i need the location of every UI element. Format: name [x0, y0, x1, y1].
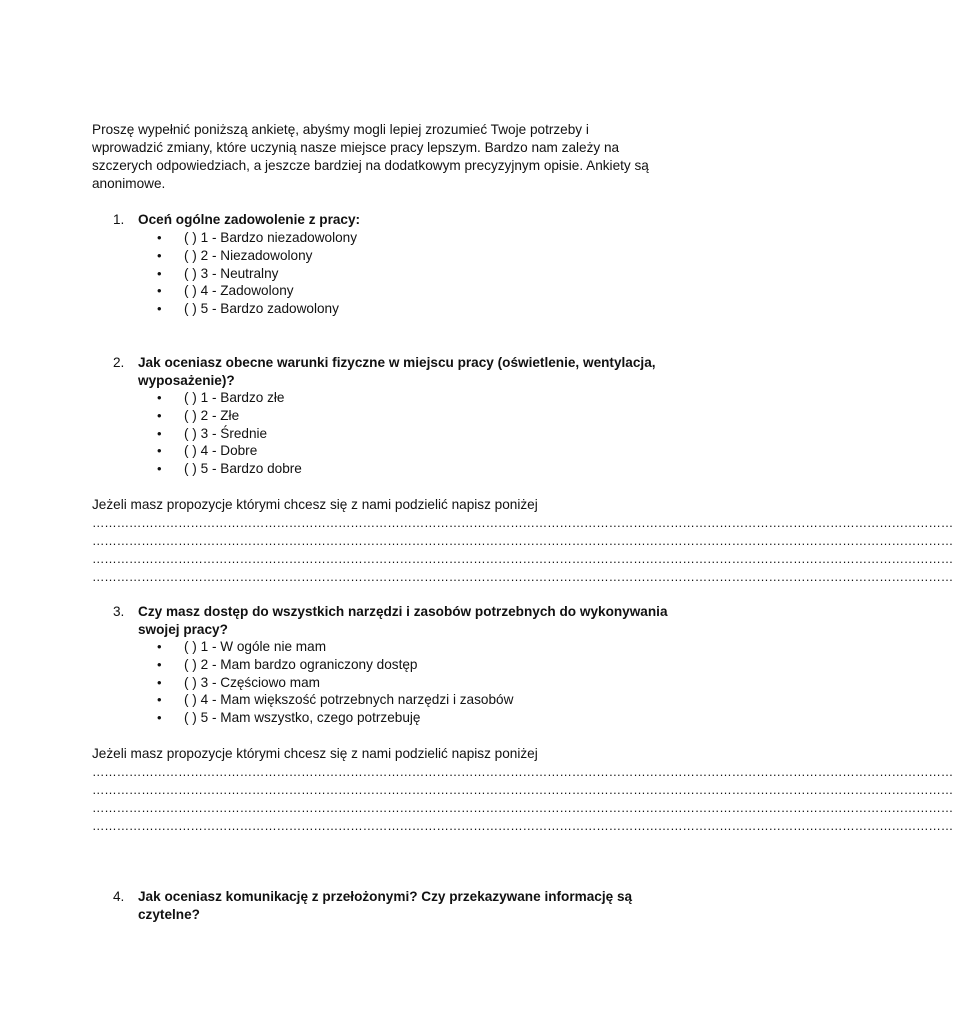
option-item[interactable]: [0, 674, 768, 692]
option-label: ( ) 3 - Częściowo mam: [184, 674, 320, 690]
answer-line[interactable]: …………………………………………………………………………………………………………………………………………………………………………………………: [92, 516, 953, 530]
option-item[interactable]: [0, 460, 768, 478]
bullet-icon: •: [157, 639, 162, 654]
option-label: ( ) 1 - Bardzo niezadowolony: [184, 230, 358, 245]
bullet-icon: •: [157, 247, 162, 263]
option-label: ( ) 4 - Mam większość potrzebnych narzędzi i zasobów: [184, 692, 514, 708]
question-number: 4.: [113, 889, 125, 904]
bullet-icon: •: [157, 301, 162, 317]
question-number: 1.: [113, 212, 125, 227]
question-text-continued: czytelne?: [138, 907, 200, 922]
question-1-options: [0, 229, 768, 318]
answer-line[interactable]: …………………………………………………………………………………………………………………………………………………………………………………………: [92, 819, 953, 833]
bullet-icon: •: [157, 461, 162, 477]
question-2-heading: [0, 354, 768, 390]
option-item[interactable]: [0, 709, 768, 727]
bullet-icon: •: [157, 283, 162, 299]
question-3-heading: [0, 603, 768, 639]
option-item[interactable]: [0, 247, 768, 265]
option-label: ( ) 4 - Dobre: [184, 443, 258, 459]
intro-paragraph: [92, 121, 692, 193]
question-1-heading: [0, 211, 768, 229]
bullet-icon: •: [157, 265, 162, 281]
question-text-continued: wyposażenie)?: [138, 373, 235, 388]
intro-line: Proszę wypełnić poniższą ankietę, abyśmy mogli lepiej zrozumieć Twoje potrzeby i: [92, 122, 589, 137]
option-item[interactable]: [0, 638, 768, 656]
option-label: ( ) 3 - Średnie: [184, 425, 268, 441]
option-item[interactable]: [0, 300, 768, 318]
bullet-icon: •: [157, 407, 162, 423]
intro-line: szczerych odpowiedziach, a jeszcze bardziej na dodatkowym precyzyjnym opisie. Ankiety są: [92, 158, 649, 173]
option-label: ( ) 2 - Złe: [184, 407, 240, 423]
question-number: 3.: [113, 604, 125, 619]
answer-line[interactable]: …………………………………………………………………………………………………………………………………………………………………………………………: [92, 783, 953, 797]
bullet-icon: •: [157, 390, 162, 405]
bullet-icon: •: [157, 425, 162, 441]
option-label: ( ) 1 - Bardzo złe: [184, 390, 285, 405]
answer-line[interactable]: …………………………………………………………………………………………………………………………………………………………………………………………: [92, 552, 953, 566]
question-number: 2.: [113, 355, 125, 370]
question-text: Czy masz dostęp do wszystkich narzędzi i zasobów potrzebnych do wykonywania: [138, 604, 668, 619]
option-item[interactable]: [0, 425, 768, 443]
option-label: ( ) 1 - W ogóle nie mam: [184, 639, 327, 654]
bullet-icon: •: [157, 674, 162, 690]
suggestion-prompt: Jeżeli masz propozycje którymi chcesz się z nami podzielić napisz poniżej: [92, 746, 538, 761]
question-text: Jak oceniasz komunikację z przełożonymi? Czy przekazywane informację są: [138, 889, 633, 904]
option-item[interactable]: [0, 656, 768, 674]
option-label: ( ) 3 - Neutralny: [184, 265, 279, 281]
answer-line[interactable]: …………………………………………………………………………………………………………………………………………………………………………………………: [92, 765, 953, 779]
option-item[interactable]: [0, 282, 768, 300]
bullet-icon: •: [157, 230, 162, 245]
question-text-continued: swojej pracy?: [138, 622, 228, 637]
option-item[interactable]: [0, 389, 768, 407]
question-2-options: [0, 389, 768, 478]
intro-line: wprowadzić zmiany, które uczynią nasze miejsce pracy lepszym. Bardzo nam zależy na: [92, 140, 620, 155]
question-text: Oceń ogólne zadowolenie z pracy:: [138, 212, 361, 227]
bullet-icon: •: [157, 710, 162, 726]
option-label: ( ) 5 - Bardzo dobre: [184, 461, 302, 477]
question-text: Jak oceniasz obecne warunki fizyczne w miejscu pracy (oświetlenie, wentylacja,: [138, 355, 656, 370]
option-label: ( ) 4 - Zadowolony: [184, 283, 294, 299]
answer-line[interactable]: …………………………………………………………………………………………………………………………………………………………………………………………: [92, 570, 953, 584]
option-label: ( ) 5 - Bardzo zadowolony: [184, 301, 339, 317]
option-label: ( ) 2 - Mam bardzo ograniczony dostęp: [184, 656, 418, 672]
answer-line[interactable]: …………………………………………………………………………………………………………………………………………………………………………………………: [92, 801, 953, 815]
question-4-heading: [0, 888, 768, 924]
option-item[interactable]: [0, 407, 768, 425]
suggestion-prompt: Jeżeli masz propozycje którymi chcesz się z nami podzielić napisz poniżej: [92, 497, 538, 512]
bullet-icon: •: [157, 656, 162, 672]
bullet-icon: •: [157, 692, 162, 708]
option-item[interactable]: [0, 442, 768, 460]
option-label: ( ) 2 - Niezadowolony: [184, 247, 313, 263]
question-3-options: [0, 638, 768, 727]
option-item[interactable]: [0, 691, 768, 709]
answer-line[interactable]: …………………………………………………………………………………………………………………………………………………………………………………………: [92, 534, 953, 548]
intro-line: anonimowe.: [92, 176, 166, 191]
option-item[interactable]: [0, 265, 768, 283]
option-item[interactable]: [0, 229, 768, 247]
option-label: ( ) 5 - Mam wszystko, czego potrzebuję: [184, 710, 421, 726]
bullet-icon: •: [157, 443, 162, 459]
